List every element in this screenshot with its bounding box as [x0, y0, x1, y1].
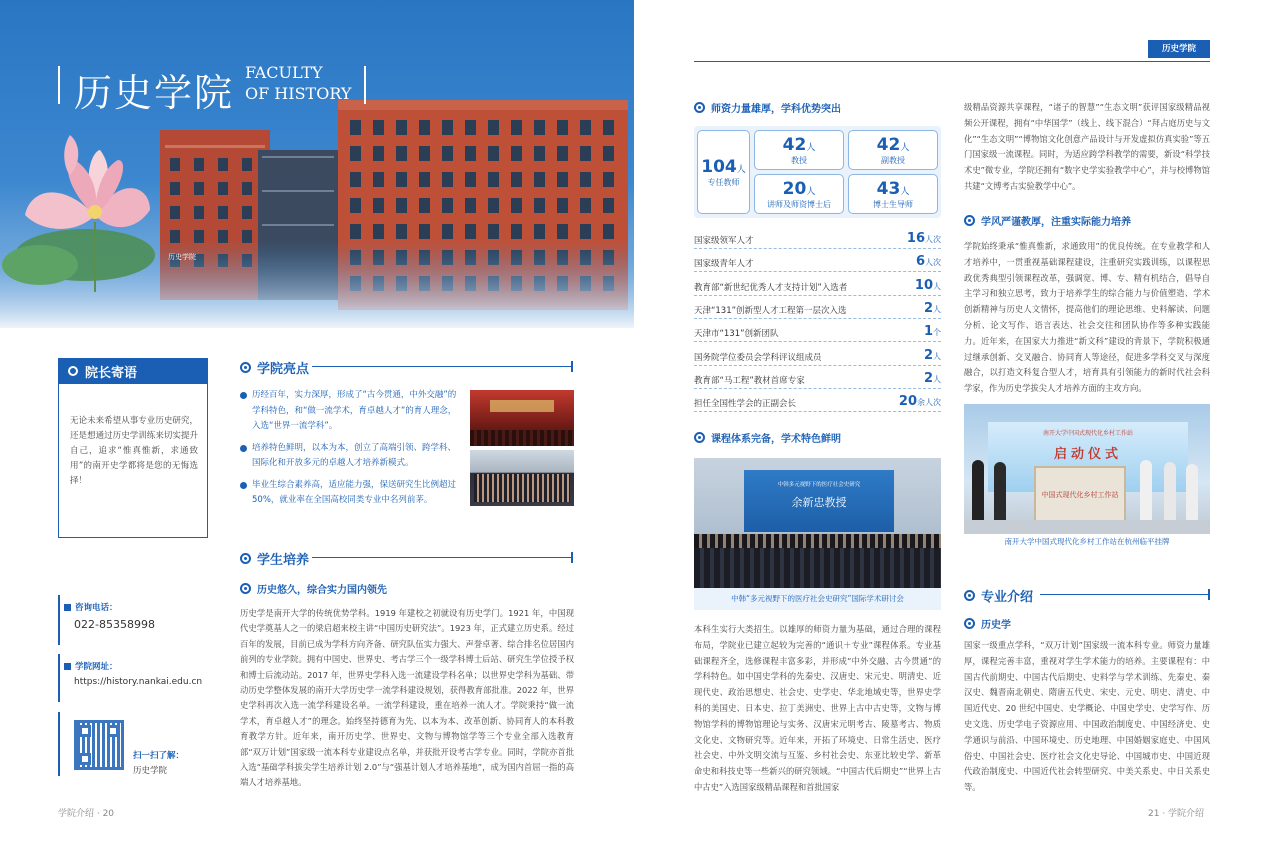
majors-line: [1040, 594, 1210, 595]
students-text: 历史学是南开大学的传统优势学科。1919 年建校之初就设有历史学门。1921 年，中国现代史学奠基人之一的梁启超来校主讲“中国历史研究法”。1923 年，正式建立历史系。经过百年的发展，目前已成为学科方向齐备、研究队伍实力强大、声誉卓著、综合排名位居国内前列的专业学院。拥有中国史、世界史、考古学三个一级学科博士后站、研究生学位授予权和博士后流动站。2017 年，世界史学科入选一流建设学科名单；以世界史学科为基础、带动历史学整体发展的南开大学历史学一流学科建设规划，获得教育部批准。2022 年，世界史学科再次入选一流学科建设名单。一流学科建设，重在培养一流人才。学院秉持“做一流学术，育卓越人才”的理念。始终坚持德育为先、以本为本、改革创新、协同育人的本科教育教学方针。近年来，南开历史学、世界史、文物与博物馆学等三个专业全部入选教育部“双万计划”国家级一流本科专业建设点名单，并获批开设考古学专业。同时，学院亦首批入选“基础学科拔尖学生培养计划 2.0”与“强基计划人才培养基地”，成为国内首屈一指的高端人才培养基地。: [240, 608, 574, 788]
highlights-list: [240, 388, 460, 515]
stat-assoc-professor: 42人 副教授: [848, 130, 938, 170]
banner-line-2: 余新忠教授: [791, 496, 847, 509]
title-bar-left: [58, 66, 60, 104]
courses-header: 课程体系完备，学术特色鲜明: [694, 430, 841, 445]
honor-row: [694, 273, 941, 296]
building-sign: 历史学院: [168, 253, 196, 261]
stat-phd-advisor: 43人 博士生导师: [848, 174, 938, 214]
majors-header: 专业介绍: [964, 586, 1033, 605]
phone-icon: [64, 604, 71, 611]
highlights-line: [312, 366, 573, 367]
honor-label: 担任全国性学会的正副会长: [694, 399, 797, 410]
highlights-header: 学院亮点: [240, 358, 309, 377]
page-title-cn: 历史学院: [74, 71, 235, 115]
honor-label: 教育部“马工程”教材首席专家: [694, 375, 805, 386]
dean-title-tab: [58, 358, 208, 384]
honor-value: 16人次: [906, 231, 941, 246]
stat-professor: 42人 教授: [754, 130, 844, 170]
target-icon: [964, 215, 975, 226]
web-label: 学院网址：: [64, 660, 118, 672]
majors-text: 国家一级重点学科，“双万计划”国家级一流本科专业。师资力量雄厚，课程完善丰富，重视对学生学术能力的培养。主要课程有：中国古代前期史、中国古代后期史、史料学与学术训练、先秦史、秦汉史、魏晋南北朝史、隋唐五代史、宋史、元史、明史、清史、中国近代史、20 世纪中国史、史学概论、中国史学史、史学写作、历史文选、历史学电子资源应用、中国政治制度史、中国经济史、史学通识与前沿、中国环境史、历史地理、中国婚姻家庭史、中国风俗史、中国社会史、医疗社会文化史导论、中国城市史、中国近现代政治制度史、中国近代社会转型研究、中美关系史、中日关系史等。: [964, 640, 1210, 793]
footer-right: 21 · 学院介绍: [1148, 809, 1205, 819]
highlight-item: 历经百年，实力深厚，形成了“古今贯通，中外交融”的学科特色，和“做一流学术，育卓越人才”的育人理念，入选“世界一流学科”。: [240, 388, 460, 435]
footer-left: 学院介绍 · 20: [58, 809, 115, 819]
target-icon: [964, 618, 975, 629]
honor-label: 天津“131”创新型人才工程第一层次入选: [694, 305, 847, 316]
page-title-en-1: FACULTY: [245, 63, 323, 82]
target-icon: [240, 362, 251, 373]
honor-row: [694, 366, 941, 389]
phone-number[interactable]: 022-85358998: [74, 618, 155, 631]
students-header: 学生培养: [240, 549, 309, 568]
honor-row: [694, 389, 941, 412]
target-icon: [694, 432, 705, 443]
website-link[interactable]: https://history.nankai.edu.cn: [74, 677, 203, 687]
top-rule: [694, 61, 1210, 62]
stat-total: 104人 专任教师: [697, 130, 750, 214]
honor-value: 20余人次: [898, 394, 941, 410]
globe-icon: [64, 663, 71, 670]
dean-text: 无论未来希望从事专业历史研究，还是想通过历史学训练来切实提升自己，追求“惟真惟新，求通致用”的南开史学都将是您的无悔选择！: [70, 416, 198, 486]
title-bar-right: [364, 66, 366, 104]
honor-value: 6人次: [915, 254, 941, 270]
building-photo: [0, 0, 634, 328]
style-header: 学风严谨教厚，注重实际能力培养: [964, 213, 1131, 228]
honor-label: 国家级领军人才: [694, 236, 754, 246]
screen-line-1: 南开大学中国式现代化乡村工作站: [1042, 430, 1133, 437]
honor-label: 教育部“新世纪优秀人才支持计划”入选者: [694, 282, 848, 293]
target-icon: [694, 102, 705, 113]
honor-label: 天津市“131”创新团队: [694, 329, 779, 340]
lotus-illustration: [2, 135, 155, 292]
honor-label: 国务院学位委员会学科评议组成员: [694, 352, 822, 363]
banner-line-1: 中韩多元视野下的医疗社会史研究: [777, 482, 861, 488]
ceremony-photo: [964, 404, 1210, 534]
style-text: 学院始终秉承“惟真惟新，求通致用”的优良传统。在专业教学和人才培养中，一贯重视基础课程建设，注重研究实践训练，以课程思政优秀典型引领课程改革，强调宽、博、专、精有机结合，倡导自主学习和独立思考，致力于培养学生的综合能力与价值塑造、学术创新精神与历史人文情怀，提高他们的理论思维、史料解读、问题分析、论文写作、语言表达、社会交往和团队协作等多种实践能力。近年来，在国家大力推进“新文科”建设的背景下，学院积极通过继承创新、交叉融合、协同育人等途径，促进多学科交叉与深度融合，以打造文科复合型人才，培育具有引领能力的新时代社会科学家，作为历史学拔尖人才培养方面的主攻方向。: [964, 241, 1210, 394]
highlight-item: 毕业生综合素养高，适应能力强，保送研究生比例超过50%，就业率在全国高校同类专业中名列前茅。: [240, 478, 460, 509]
plaque-text: 中国式现代化乡村工作站: [1041, 491, 1119, 499]
honor-row: [694, 226, 941, 249]
header-banner: [0, 0, 634, 328]
group-photo: [470, 450, 574, 506]
qr-label: 扫一扫了解：: [133, 751, 185, 761]
target-icon: [240, 553, 251, 564]
auditorium-photo: [470, 390, 574, 446]
section-tag: 历史学院: [1148, 40, 1210, 58]
honor-value: 2人: [923, 300, 941, 316]
honor-row: [694, 319, 941, 342]
honor-label: 国家级青年人才: [694, 259, 754, 270]
conference-photo: [694, 458, 941, 588]
conference-caption: 中韩“多元视野下的医疗社会史研究”国际学术研讨会: [694, 588, 941, 610]
qr-code[interactable]: [74, 720, 124, 770]
courses-text-continued: 级精品资源共享课程，“诸子的智慧”“生态文明”获评国家级精品视频公开课程，拥有“中华国学”（线上、线下混合）“拜占庭历史与文化”“生态文明”“博物馆文化创意产品设计与开发虚拟仿真实验”等五门国家级一流课程。同时，为适应跨学科教学的需要，新设“科学技术史”微专业，学院还拥有“数字史学实验教学中心”，并与校博物馆共建“文博考古实验教学中心”。: [964, 102, 1210, 191]
dean-title: 院长寄语: [85, 365, 138, 381]
phone-label: 咨询电话：: [64, 601, 118, 613]
faculty-header: 师资力量雄厚，学科优势突出: [694, 100, 841, 115]
screen-line-2: 启动仪式: [1053, 447, 1122, 462]
highlight-item: 培养特色鲜明，以本为本，创立了高端引领、跨学科、国际化和开放多元的卓越人才培养新模式。: [240, 441, 460, 472]
courses-text: 本科生实行大类招生。以雄厚的师资力量为基础，通过合理的课程布局，学院业已建立起较为完善的“通识＋专业”课程体系。专业基础课程齐全，选修课程丰富多彩，并形成“中外交融、古今贯通”的学科特色。如中国史学科的先秦史、汉唐史、宋元史、明清史、近现代史、政治思想史、社会史、史学史、华北地域史等，世界史学科的美国史、日本史、拉丁美洲史、世界上古中古史等，文物与博物馆学科的博物馆理论与实务、汉唐宋元明考古、陵墓考古、物质文化史、文物研究等。近年来，开拓了环境史、日常生活史、医疗社会史、中外文明交流与互鉴、乡村社会史、东亚比较史学、新革命史和科技史等一些新兴的研究领域。“中国古代后期史”“世界上古中古史”入选国家级精品课程和首批国家: [694, 624, 941, 792]
target-icon: [964, 590, 975, 601]
target-icon: [240, 583, 251, 594]
page-title-en-2: OF HISTORY: [245, 84, 352, 103]
honor-value: 10人: [914, 277, 941, 293]
honor-value: 1个: [923, 324, 941, 340]
ceremony-caption: 南开大学中国式现代化乡村工作站在杭州临平挂牌: [1004, 537, 1170, 546]
honor-row: [694, 343, 941, 366]
honor-row: [694, 249, 941, 272]
stat-lecturer: 20人 讲师及师资博士后: [754, 174, 844, 214]
honor-row: [694, 296, 941, 319]
students-line: [312, 557, 573, 558]
majors-subheader: 历史学: [964, 616, 1011, 631]
honor-value: 2人: [923, 370, 941, 386]
qr-name: 历史学院: [133, 766, 168, 776]
honor-value: 2人: [923, 347, 941, 363]
students-subheader: 历史悠久，综合实力国内领先: [240, 581, 387, 596]
target-icon: [68, 366, 78, 376]
